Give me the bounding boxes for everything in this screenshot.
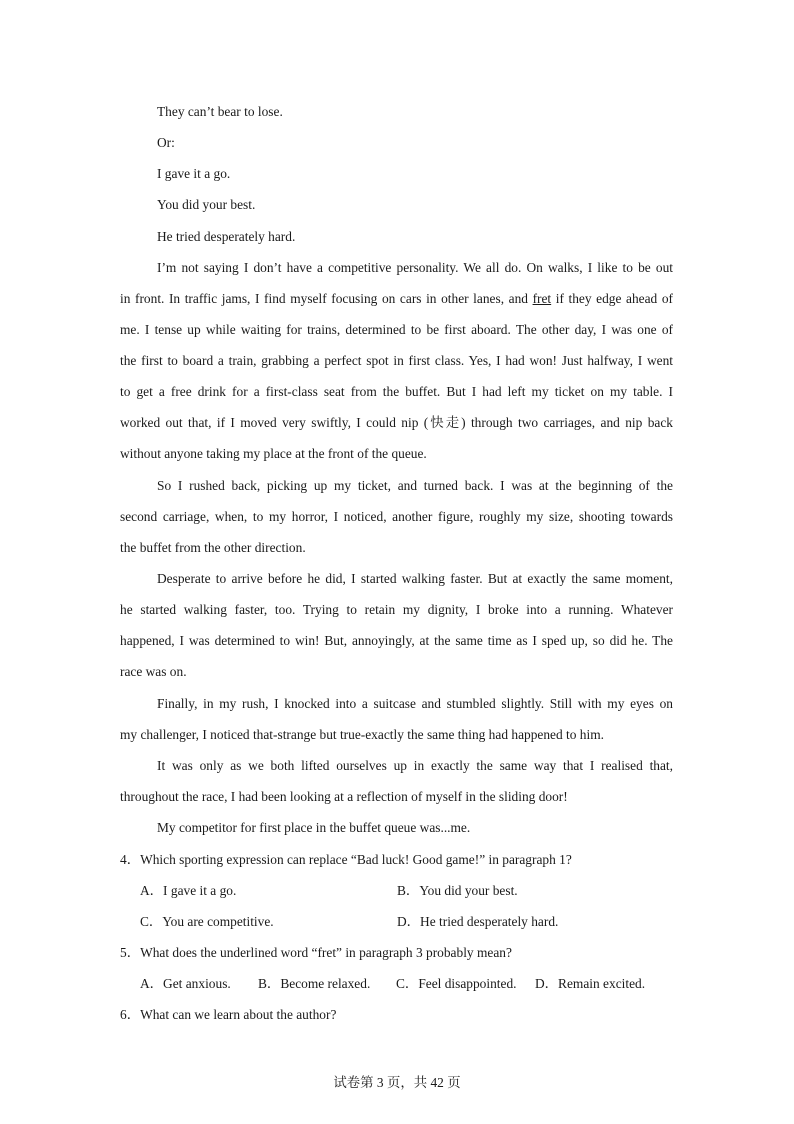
passage-line: without anyone taking my place at the front of the queue. <box>120 446 427 461</box>
passage-line: happened, I was determined to win! But, annoyingly, at the same time as I sped up, so did he. The <box>120 633 673 648</box>
passage-line: Finally, in my rush, I knocked into a suitcase and stumbled slightly. Still with my eyes on <box>157 696 673 711</box>
text-span: in front. In traffic jams, I find myself focusing on cars in other lanes, and <box>120 291 533 306</box>
passage-line: race was on. <box>120 664 187 679</box>
passage-line: my challenger, I noticed that-strange but true-exactly the same thing had happened to him. <box>120 727 604 742</box>
passage-line: You did your best. <box>157 197 256 212</box>
passage-line: My competitor for first place in the buffet queue was...me. <box>157 820 471 835</box>
option-a[interactable]: A．Get anxious. <box>140 976 231 991</box>
passage-line <box>120 291 673 307</box>
underlined-word-fret: fret <box>532 291 552 306</box>
passage-line: Or: <box>157 135 175 150</box>
option-d[interactable]: D．Remain excited. <box>535 976 646 991</box>
question-stem: 6．What can we learn about the author? <box>120 1007 337 1022</box>
question-stem: 4．Which sporting expression can replace “Bad luck! Good game!” in paragraph 1? <box>120 852 572 867</box>
passage-line: I’m not saying I don’t have a competitive personality. We all do. On walks, I like to be out <box>157 260 673 275</box>
option-b[interactable]: B．You did your best. <box>397 883 518 898</box>
option-c[interactable]: C．You are competitive. <box>140 914 274 929</box>
passage-line: worked out that, if I moved very swiftly, I could nip (快走) through two carriages, and nip back <box>120 415 673 430</box>
passage-line: It was only as we both lifted ourselves up in exactly the same way that I realised that, <box>157 758 673 773</box>
option-d[interactable]: D．He tried desperately hard. <box>397 914 559 929</box>
option-b[interactable]: B．Become relaxed. <box>258 976 371 991</box>
passage-line: to get a free drink for a first-class seat from the buffet. But I had left my ticket on my table. I <box>120 384 673 399</box>
text-span: if they edge ahead of <box>551 291 673 306</box>
option-c[interactable]: C．Feel disappointed. <box>396 976 517 991</box>
passage-line: He tried desperately hard. <box>157 229 296 244</box>
passage-line: Desperate to arrive before he did, I started walking faster. But at exactly the same moment, <box>157 571 673 586</box>
passage-line: They can’t bear to lose. <box>157 104 283 119</box>
passage-line: throughout the race, I had been looking at a reflection of myself in the sliding door! <box>120 789 568 804</box>
passage-line: the buffet from the other direction. <box>120 540 306 555</box>
page-footer: 试卷第 3 页，共 42 页 <box>333 1075 461 1090</box>
passage-line: I gave it a go. <box>157 166 231 181</box>
question-stem: 5．What does the underlined word “fret” in paragraph 3 probably mean? <box>120 945 512 960</box>
passage-line: me. I tense up while waiting for trains, determined to be first aboard. The other day, I was one of <box>120 322 673 337</box>
option-a[interactable]: A．I gave it a go. <box>140 883 237 898</box>
passage-line: So I rushed back, picking up my ticket, and turned back. I was at the beginning of the <box>157 478 673 493</box>
passage-line: the first to board a train, grabbing a perfect spot in first class. Yes, I had won! Just halfway, I went <box>120 353 673 368</box>
passage-line: second carriage, when, to my horror, I noticed, another figure, roughly my size, shooting towards <box>120 509 673 524</box>
passage-line: he started walking faster, too. Trying to retain my dignity, I broke into a running. Whatever <box>120 602 673 617</box>
